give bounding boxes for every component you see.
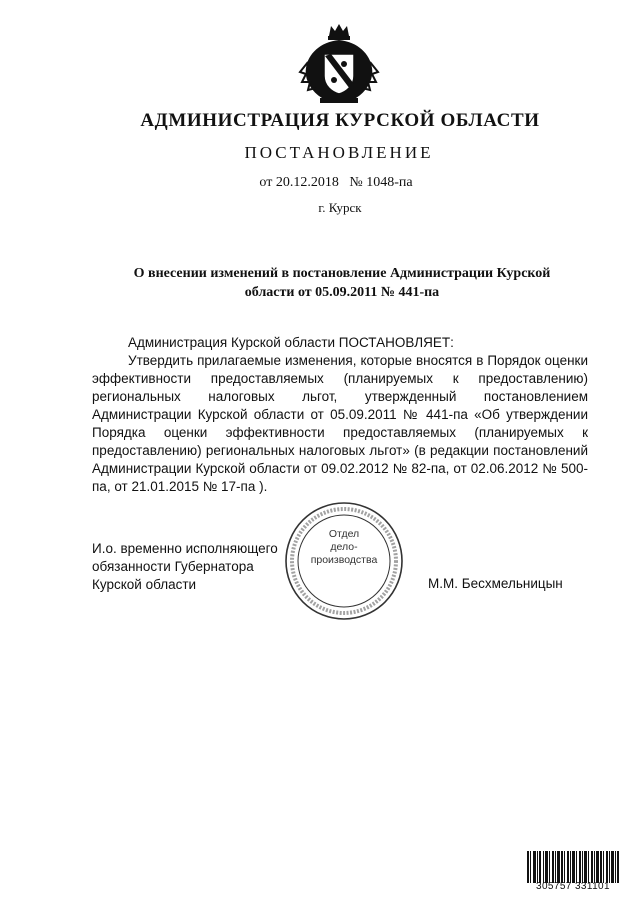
document-city: г. Курск bbox=[318, 200, 362, 215]
signatory-position-line-3: Курской области bbox=[92, 577, 197, 592]
stamp-center-line-1: Отдел bbox=[328, 528, 360, 540]
document-date-number: от 20.12.2018 № 1048-па bbox=[259, 175, 413, 190]
signatory-position-line-1: И.о. временно исполняющего bbox=[92, 541, 278, 556]
signatory-position bbox=[92, 540, 292, 594]
stamp-center-line-3: производства bbox=[310, 554, 378, 566]
stamp-center-line-2: дело- bbox=[330, 541, 358, 553]
subject-line-2: области от 05.09.2011 № 441-па bbox=[244, 285, 440, 300]
kursk-coat-of-arms-icon bbox=[298, 22, 380, 106]
subject-line-1: О внесении изменений в постановление Администрации Курской bbox=[133, 266, 551, 281]
document-body bbox=[92, 334, 588, 496]
stamp-center-text bbox=[290, 528, 398, 567]
barcode bbox=[527, 851, 619, 883]
body-resolution: Утвердить прилагаемые изменения, которые вносятся в Порядок оценки эффективности предоставляемых (планируемых к предоставлению) региональных налоговых льгот, утвержденный постановлением Администрации Курской области от 05.09.2011 № 441-па «Об утверждении Порядка оценки эффективности предоставляемых (планируемых к предоставлению) региональных налоговых льгот» (в редакции постановлений Администрации Курской области от 09.02.2012 № 82-па, от 02.06.2012 № 500-па, от 21.01.2015 № 17-па ). bbox=[92, 353, 588, 494]
document-type: ПОСТАНОВЛЕНИЕ bbox=[244, 143, 434, 162]
body-preamble: Администрация Курской области ПОСТАНОВЛЯЕТ: bbox=[128, 335, 454, 350]
signer-name: М.М. Бесхмельницын bbox=[428, 576, 563, 591]
document-subject bbox=[92, 264, 592, 302]
barcode-number: 305757 331101 bbox=[536, 881, 610, 892]
signatory-position-line-2: обязанности Губернатора bbox=[92, 559, 254, 574]
organization-title: АДМИНИСТРАЦИЯ КУРСКОЙ ОБЛАСТИ bbox=[140, 110, 540, 131]
